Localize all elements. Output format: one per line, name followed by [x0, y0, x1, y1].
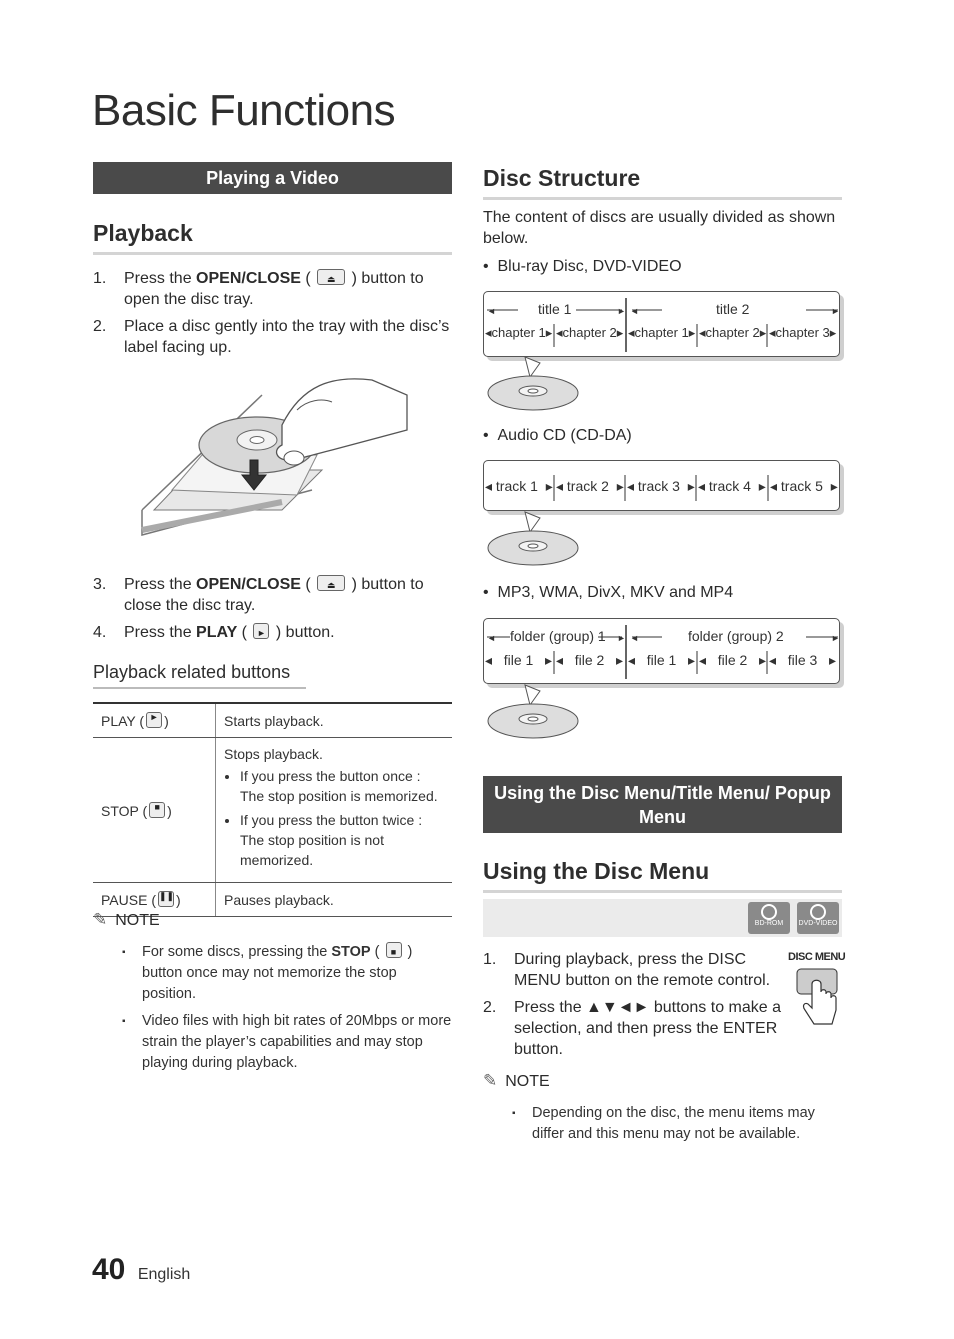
bullet-bluray: • Blu-ray Disc, DVD-VIDEO	[483, 258, 682, 275]
disc-icon	[761, 904, 777, 920]
file-label: ◂ file 2 ▸	[556, 652, 623, 668]
playback-steps-b	[93, 574, 455, 649]
step-key-name: DISC MENU	[514, 951, 747, 989]
step-text: Press the ▲▼◄► buttons to make a selection, and then press the	[514, 999, 782, 1037]
step-text: ) button to close the disc tray.	[124, 576, 424, 614]
svg-text:►: ►	[831, 306, 840, 316]
table-row	[93, 703, 452, 738]
track-label: ◂ track 3 ▸	[627, 478, 695, 494]
table-cell-desc	[216, 738, 453, 883]
note-heading: ✎ NOTE	[483, 1071, 550, 1090]
disc-icon	[485, 355, 585, 415]
note-item: ▪ For some discs, pressing the STOP ( ■ ) button once may not memorize the stop position.	[112, 942, 452, 1005]
bullet-mp3: • MP3, WMA, DivX, MKV and MP4	[483, 584, 734, 601]
page-language: English	[137, 1266, 191, 1283]
chapter-label: ◂chapter 3▸	[769, 325, 837, 340]
page-number: 40	[92, 1253, 126, 1286]
step-number: 2.	[483, 999, 497, 1016]
chapter-label: ◂chapter 2▸	[556, 325, 624, 340]
section-heading-disc-menu: Using the Disc Menu	[483, 858, 842, 893]
chapter-label: ◂chapter 2▸	[699, 325, 767, 340]
folder-label: folder (group) 2	[688, 628, 784, 644]
step-number: 2.	[93, 318, 107, 335]
section-bar-playing-video: Playing a Video	[93, 162, 452, 194]
dvd-video-badge	[797, 902, 839, 934]
play-icon	[253, 623, 269, 639]
note-heading: ✎ NOTE	[93, 910, 160, 929]
table-cell-button: STOP (■ )	[93, 738, 216, 883]
bd-rom-badge	[748, 902, 790, 934]
svg-text:◄: ◄	[487, 633, 496, 643]
step-item	[483, 997, 783, 1060]
step-item	[483, 949, 783, 991]
track-label: ◂ track 2 ▸	[556, 478, 624, 494]
page-footer	[92, 1253, 190, 1287]
mp3-structure-diagram	[483, 618, 840, 684]
list-item: • If you press the button twice : The stop position is not memorized.	[240, 810, 444, 870]
step-key-name: OPEN/CLOSE	[196, 576, 301, 593]
title-label: title 1	[538, 301, 572, 317]
step-number: 1.	[93, 270, 107, 287]
note-list	[502, 1103, 842, 1151]
stop-icon	[149, 802, 165, 818]
badge-label: DVD-VIDEO	[798, 920, 838, 927]
step-text: Press the	[124, 270, 197, 287]
bullet-audiocd: • Audio CD (CD-DA)	[483, 427, 632, 444]
step-text: Place a disc gently into the tray with the disc’s label facing up.	[124, 318, 450, 356]
note-item: ▪ Video files with high bit rates of 20Mbps or more strain the player’s capabilities and may stop playing during playback.	[112, 1011, 452, 1074]
step-item	[93, 268, 455, 310]
section-heading-disc-structure: Disc Structure	[483, 165, 842, 200]
subheading-playback-buttons: Playback related buttons	[93, 662, 306, 689]
chapter-label: ◂chapter 1▸	[628, 325, 696, 340]
step-text: (	[300, 270, 316, 287]
playback-buttons-table	[93, 702, 452, 917]
stop-desc: Stops playback.	[224, 746, 323, 762]
eject-icon	[317, 575, 345, 591]
folder-label: folder (group) 1	[510, 628, 606, 644]
chapter-label: ◂chapter 1▸	[485, 325, 553, 340]
table-cell-button: PAUSE (❚❚ )	[93, 883, 216, 917]
step-text: ) button to open the disc tray.	[124, 270, 424, 308]
svg-text:◄: ◄	[630, 306, 639, 316]
file-label: ◂ file 1 ▸	[628, 652, 695, 668]
svg-text:◄: ◄	[487, 306, 496, 316]
disc-menu-steps	[483, 949, 783, 1066]
bluray-structure-diagram	[483, 291, 840, 357]
disc-tray-illustration	[132, 370, 422, 545]
step-text: During playback, press the	[514, 951, 708, 968]
step-item	[93, 574, 455, 616]
step-number: 4.	[93, 624, 107, 641]
section-heading-playback: Playback	[93, 220, 452, 255]
step-text: Press the	[124, 576, 197, 593]
svg-text:◄: ◄	[630, 633, 639, 643]
step-text: button.	[514, 1041, 563, 1058]
note-item: ▪ Depending on the disc, the menu items may differ and this menu may not be available.	[502, 1103, 842, 1145]
pause-icon	[158, 891, 174, 907]
step-key-name: OPEN/CLOSE	[196, 270, 301, 287]
page-title: Basic Functions	[92, 86, 396, 135]
badge-label: BD-ROM	[754, 920, 784, 927]
disc-icon	[485, 510, 585, 570]
pencil-icon: ✎	[93, 910, 108, 929]
disc-structure-intro: The content of discs are usually divided as shown below.	[483, 209, 836, 247]
list-item: • If you press the button once : The stop position is memorized.	[240, 766, 444, 806]
step-number: 1.	[483, 951, 497, 968]
disc-icon	[485, 683, 585, 743]
track-label: ◂ track 4 ▸	[698, 478, 766, 494]
note-list	[112, 942, 452, 1080]
table-row	[93, 738, 452, 883]
step-item	[93, 622, 455, 643]
section-bar-disc-menu: Using the Disc Menu/Title Menu/ Popup Menu	[483, 776, 842, 833]
step-number: 3.	[93, 576, 107, 593]
step-text: (	[300, 576, 316, 593]
pencil-icon: ✎	[483, 1071, 498, 1090]
eject-icon	[317, 269, 345, 285]
stop-icon	[386, 942, 402, 958]
table-cell-button: PLAY (► )	[93, 703, 216, 738]
table-cell-desc: Pauses playback.	[216, 883, 453, 917]
file-label: ◂ file 3 ▸	[769, 652, 836, 668]
svg-text:►: ►	[831, 633, 840, 643]
playback-steps-a	[93, 268, 455, 364]
step-text: Press the	[124, 624, 197, 641]
step-key-name: PLAY	[196, 624, 238, 641]
track-label: ◂ track 1 ▸	[485, 478, 553, 494]
audiocd-structure-diagram	[483, 460, 840, 511]
table-cell-desc: Starts playback.	[216, 703, 453, 738]
step-item	[93, 316, 455, 358]
title-label: title 2	[716, 301, 750, 317]
step-key-name: ENTER	[723, 1020, 778, 1037]
play-icon	[146, 712, 162, 728]
step-text: (	[237, 624, 252, 641]
file-label: ◂ file 1 ▸	[485, 652, 552, 668]
disc-menu-button-label: DISC MENU	[788, 951, 846, 963]
track-label: ◂ track 5 ▸	[770, 478, 838, 494]
file-label: ◂ file 2 ▸	[699, 652, 766, 668]
disc-icon	[810, 904, 826, 920]
svg-text:►: ►	[617, 306, 626, 316]
step-text: ) button.	[271, 624, 335, 641]
remote-button-press-illustration	[792, 966, 842, 1030]
svg-text:►: ►	[617, 633, 626, 643]
step-text: button on the remote control.	[561, 972, 771, 989]
